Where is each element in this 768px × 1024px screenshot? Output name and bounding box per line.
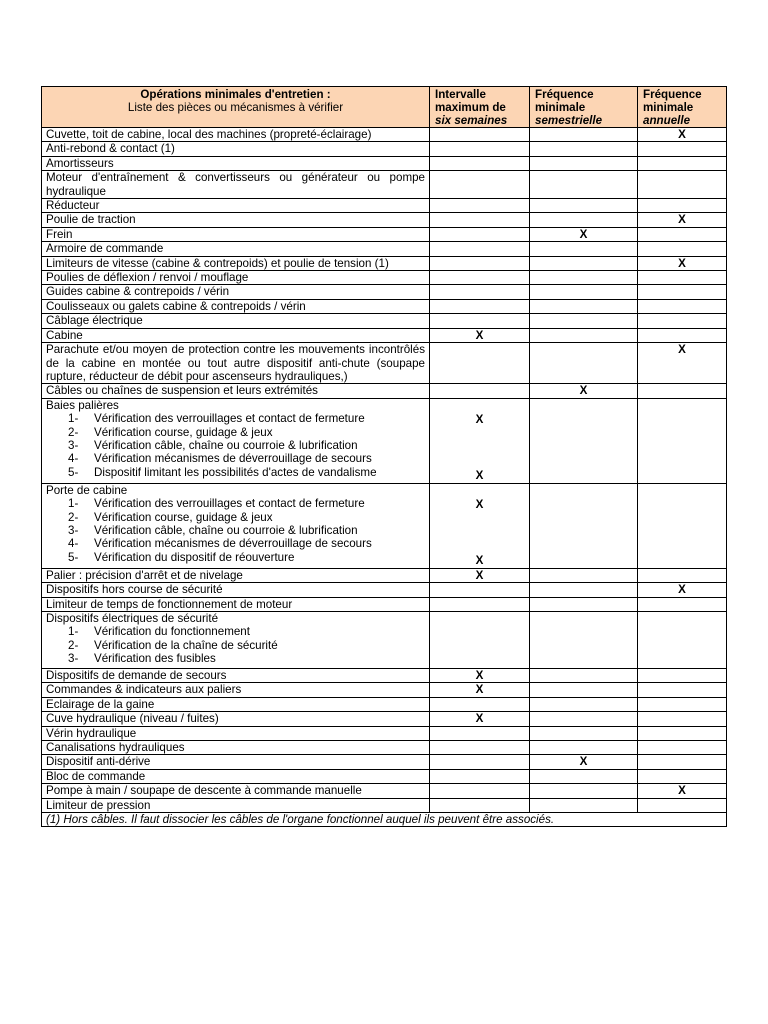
mark-semiannual bbox=[530, 597, 638, 611]
mark-six-weeks bbox=[430, 314, 530, 328]
mark-semiannual bbox=[530, 242, 638, 256]
mark-annual bbox=[638, 271, 727, 285]
group-item-mark bbox=[430, 455, 529, 469]
item-text: Vérification des verrouillages et contact de fermeture bbox=[94, 412, 365, 426]
mark-semiannual bbox=[530, 683, 638, 697]
mark-semiannual bbox=[530, 483, 638, 568]
group-item bbox=[46, 537, 425, 550]
mark-six-weeks bbox=[430, 271, 530, 285]
group-label bbox=[42, 483, 430, 568]
mark-six-weeks: X bbox=[430, 328, 530, 342]
group-item-mark bbox=[430, 640, 529, 654]
group-item bbox=[46, 511, 425, 524]
mark-six-weeks bbox=[430, 343, 530, 384]
item-text: Vérification des verrouillages et contact de fermeture bbox=[94, 497, 365, 511]
item-number: 5- bbox=[68, 465, 79, 479]
table-row bbox=[42, 597, 727, 611]
row-label: Câblage électrique bbox=[42, 314, 430, 328]
table-row bbox=[42, 328, 727, 342]
mark-semiannual bbox=[530, 784, 638, 798]
group-item bbox=[46, 639, 425, 652]
group-title: Dispositifs électriques de sécurité bbox=[46, 611, 219, 625]
item-text: Vérification du dispositif de réouverture bbox=[94, 550, 295, 564]
mark-annual bbox=[638, 740, 727, 754]
mark-six-weeks bbox=[430, 285, 530, 299]
item-number: 3- bbox=[68, 438, 79, 452]
row-label: Cabine bbox=[42, 328, 430, 342]
table-row bbox=[42, 726, 727, 740]
group-item bbox=[46, 426, 425, 439]
mark-six-weeks bbox=[430, 156, 530, 170]
mark-semiannual bbox=[530, 213, 638, 227]
mark-annual bbox=[638, 712, 727, 726]
group-label bbox=[42, 611, 430, 668]
group-item-mark: X bbox=[475, 468, 484, 482]
row-label: Moteur d'entraînement & convertisseurs ou générateur ou pompe hydraulique bbox=[42, 171, 430, 199]
row-label: Dispositif anti-dérive bbox=[42, 755, 430, 769]
mark-annual: X bbox=[638, 128, 727, 142]
item-number: 2- bbox=[68, 638, 79, 652]
group-item bbox=[46, 412, 425, 425]
group-item bbox=[46, 466, 425, 479]
mark-six-weeks bbox=[430, 583, 530, 597]
mark-semiannual bbox=[530, 611, 638, 668]
item-text: Vérification mécanismes de déverrouillage de secours bbox=[94, 537, 372, 551]
mark-annual: X bbox=[638, 256, 727, 270]
row-label: Poulies de déflexion / renvoi / mouflage bbox=[42, 271, 430, 285]
mark-six-weeks bbox=[430, 398, 530, 483]
mark-annual bbox=[638, 199, 727, 213]
header-operations-subtitle: Liste des pièces ou mécanismes à vérifier bbox=[127, 101, 344, 114]
mark-semiannual bbox=[530, 769, 638, 783]
table-row bbox=[42, 384, 727, 398]
mark-six-weeks bbox=[430, 784, 530, 798]
mark-annual bbox=[638, 755, 727, 769]
mark-annual: X bbox=[638, 213, 727, 227]
group-title: Baies palières bbox=[46, 398, 119, 412]
table-row bbox=[42, 242, 727, 256]
table-row bbox=[42, 683, 727, 697]
mark-semiannual bbox=[530, 285, 638, 299]
table-row bbox=[42, 213, 727, 227]
row-label: Cuvette, toit de cabine, local des machines (propreté-éclairage) bbox=[42, 128, 430, 142]
group-item-mark bbox=[430, 654, 529, 668]
mark-semiannual bbox=[530, 740, 638, 754]
mark-semiannual bbox=[530, 697, 638, 711]
table-row bbox=[42, 227, 727, 241]
row-label: Amortisseurs bbox=[42, 156, 430, 170]
row-label: Câbles ou chaînes de suspension et leurs extrémités bbox=[42, 384, 430, 398]
row-label: Frein bbox=[42, 227, 430, 241]
row-label: Poulie de traction bbox=[42, 213, 430, 227]
mark-semiannual bbox=[530, 171, 638, 199]
mark-six-weeks: X bbox=[430, 712, 530, 726]
mark-semiannual bbox=[530, 256, 638, 270]
row-label: Palier : précision d'arrêt et de nivelage bbox=[42, 568, 430, 582]
row-label: Cuve hydraulique (niveau / fuites) bbox=[42, 712, 430, 726]
mark-annual bbox=[638, 769, 727, 783]
mark-semiannual bbox=[530, 798, 638, 812]
group-item-mark: X bbox=[475, 412, 484, 426]
table-row bbox=[42, 199, 727, 213]
table-row bbox=[42, 798, 727, 812]
mark-semiannual bbox=[530, 328, 638, 342]
group-item-mark bbox=[430, 427, 529, 441]
mark-annual bbox=[638, 156, 727, 170]
item-number: 1- bbox=[68, 625, 79, 639]
mark-six-weeks bbox=[430, 611, 530, 668]
mark-six-weeks bbox=[430, 755, 530, 769]
mark-six-weeks bbox=[430, 128, 530, 142]
item-number: 4- bbox=[68, 452, 79, 466]
table-row bbox=[42, 568, 727, 582]
group-label bbox=[42, 398, 430, 483]
row-label: Limiteur de pression bbox=[42, 798, 430, 812]
item-number: 2- bbox=[68, 425, 79, 439]
mark-semiannual bbox=[530, 128, 638, 142]
item-number: 2- bbox=[68, 510, 79, 524]
mark-semiannual bbox=[530, 271, 638, 285]
group-item bbox=[46, 497, 425, 510]
mark-semiannual bbox=[530, 712, 638, 726]
row-label: Armoire de commande bbox=[42, 242, 430, 256]
mark-six-weeks bbox=[430, 171, 530, 199]
table-row-group bbox=[42, 483, 727, 568]
mark-annual: X bbox=[638, 343, 727, 384]
item-text: Vérification course, guidage & jeux bbox=[94, 510, 273, 524]
item-number: 1- bbox=[68, 412, 79, 426]
mark-six-weeks bbox=[430, 384, 530, 398]
footnote: (1) Hors câbles. Il faut dissocier les câbles de l'organe fonctionnel auquel ils peuvent être associés. bbox=[42, 813, 727, 827]
row-label: Anti-rebond & contact (1) bbox=[42, 142, 430, 156]
row-label: Vérin hydraulique bbox=[42, 726, 430, 740]
row-label: Guides cabine & contrepoids / vérin bbox=[42, 285, 430, 299]
mark-annual: X bbox=[638, 784, 727, 798]
group-item-mark bbox=[430, 540, 529, 554]
footnote-row bbox=[42, 813, 727, 827]
item-number: 5- bbox=[68, 550, 79, 564]
header-six-weeks: Intervalle maximum de six semaines bbox=[430, 87, 530, 128]
mark-semiannual bbox=[530, 314, 638, 328]
item-text: Vérification câble, chaîne ou courroie & lubrification bbox=[94, 523, 358, 537]
row-label: Commandes & indicateurs aux paliers bbox=[42, 683, 430, 697]
group-item bbox=[46, 625, 425, 638]
group-item bbox=[46, 524, 425, 537]
item-text: Vérification mécanismes de déverrouillage de secours bbox=[94, 452, 372, 466]
mark-six-weeks bbox=[430, 213, 530, 227]
mark-six-weeks: X bbox=[430, 568, 530, 582]
mark-annual bbox=[638, 398, 727, 483]
mark-annual bbox=[638, 299, 727, 313]
mark-six-weeks bbox=[430, 227, 530, 241]
mark-annual bbox=[638, 314, 727, 328]
mark-semiannual bbox=[530, 398, 638, 483]
group-item-mark: X bbox=[475, 553, 484, 567]
table-row bbox=[42, 142, 727, 156]
item-text: Vérification de la chaîne de sécurité bbox=[94, 638, 278, 652]
item-text: Vérification course, guidage & jeux bbox=[94, 425, 273, 439]
item-text: Vérification câble, chaîne ou courroie & lubrification bbox=[94, 438, 358, 452]
group-item-mark bbox=[430, 512, 529, 526]
row-label: Bloc de commande bbox=[42, 769, 430, 783]
mark-semiannual bbox=[530, 568, 638, 582]
group-item-mark bbox=[430, 626, 529, 640]
item-text: Dispositif limitant les possibilités d'actes de vandalisme bbox=[94, 465, 377, 479]
table-row bbox=[42, 755, 727, 769]
mark-annual bbox=[638, 171, 727, 199]
table-row bbox=[42, 299, 727, 313]
mark-semiannual bbox=[530, 299, 638, 313]
mark-annual bbox=[638, 328, 727, 342]
table-row bbox=[42, 583, 727, 597]
group-item-mark bbox=[430, 526, 529, 540]
maintenance-table bbox=[41, 86, 727, 827]
table-row bbox=[42, 256, 727, 270]
row-label: Pompe à main / soupape de descente à commande manuelle bbox=[42, 784, 430, 798]
row-label: Limiteur de temps de fonctionnement de moteur bbox=[42, 597, 430, 611]
item-text: Vérification des fusibles bbox=[94, 652, 216, 666]
mark-semiannual bbox=[530, 668, 638, 682]
mark-annual bbox=[638, 285, 727, 299]
group-item bbox=[46, 439, 425, 452]
mark-semiannual bbox=[530, 726, 638, 740]
table-row bbox=[42, 740, 727, 754]
mark-six-weeks bbox=[430, 142, 530, 156]
table-row bbox=[42, 343, 727, 384]
row-label: Limiteurs de vitesse (cabine & contrepoids) et poulie de tension (1) bbox=[42, 256, 430, 270]
mark-semiannual bbox=[530, 583, 638, 597]
table-row bbox=[42, 784, 727, 798]
mark-annual bbox=[638, 227, 727, 241]
mark-six-weeks bbox=[430, 769, 530, 783]
mark-annual bbox=[638, 142, 727, 156]
item-number: 1- bbox=[68, 497, 79, 511]
header-annual: Fréquence minimale annuelle bbox=[638, 87, 727, 128]
mark-six-weeks bbox=[430, 597, 530, 611]
mark-annual bbox=[638, 798, 727, 812]
group-title: Porte de cabine bbox=[46, 483, 128, 497]
item-number: 3- bbox=[68, 652, 79, 666]
mark-annual bbox=[638, 726, 727, 740]
group-item-mark: X bbox=[475, 497, 484, 511]
mark-semiannual: X bbox=[530, 227, 638, 241]
table-row bbox=[42, 171, 727, 199]
mark-six-weeks bbox=[430, 299, 530, 313]
table-row bbox=[42, 271, 727, 285]
mark-six-weeks bbox=[430, 798, 530, 812]
group-item bbox=[46, 652, 425, 665]
mark-annual: X bbox=[638, 583, 727, 597]
table-header bbox=[42, 87, 727, 128]
row-label: Dispositifs hors course de sécurité bbox=[42, 583, 430, 597]
mark-annual bbox=[638, 483, 727, 568]
mark-annual bbox=[638, 683, 727, 697]
item-number: 4- bbox=[68, 537, 79, 551]
header-semiannual: Fréquence minimale semestrielle bbox=[530, 87, 638, 128]
mark-six-weeks bbox=[430, 726, 530, 740]
mark-six-weeks bbox=[430, 242, 530, 256]
mark-semiannual bbox=[530, 199, 638, 213]
table-row-group bbox=[42, 398, 727, 483]
table-row bbox=[42, 128, 727, 142]
table-row bbox=[42, 314, 727, 328]
row-label: Canalisations hydrauliques bbox=[42, 740, 430, 754]
mark-six-weeks bbox=[430, 483, 530, 568]
table-row bbox=[42, 769, 727, 783]
mark-annual bbox=[638, 668, 727, 682]
mark-annual bbox=[638, 568, 727, 582]
table-row bbox=[42, 285, 727, 299]
mark-annual bbox=[638, 384, 727, 398]
group-item bbox=[46, 551, 425, 564]
item-text: Vérification du fonctionnement bbox=[94, 625, 250, 639]
table-row bbox=[42, 712, 727, 726]
mark-six-weeks bbox=[430, 740, 530, 754]
table-row bbox=[42, 156, 727, 170]
mark-semiannual bbox=[530, 156, 638, 170]
mark-six-weeks: X bbox=[430, 683, 530, 697]
header-operations bbox=[42, 87, 430, 128]
row-label: Coulisseaux ou galets cabine & contrepoids / vérin bbox=[42, 299, 430, 313]
row-label: Réducteur bbox=[42, 199, 430, 213]
mark-semiannual: X bbox=[530, 755, 638, 769]
mark-six-weeks bbox=[430, 256, 530, 270]
mark-annual bbox=[638, 242, 727, 256]
row-label: Eclairage de la gaine bbox=[42, 697, 430, 711]
group-item-mark bbox=[430, 441, 529, 455]
mark-annual bbox=[638, 597, 727, 611]
row-label: Dispositifs de demande de secours bbox=[42, 668, 430, 682]
mark-annual bbox=[638, 697, 727, 711]
mark-annual bbox=[638, 611, 727, 668]
mark-six-weeks bbox=[430, 697, 530, 711]
mark-six-weeks bbox=[430, 199, 530, 213]
item-number: 3- bbox=[68, 523, 79, 537]
mark-semiannual: X bbox=[530, 384, 638, 398]
table-row bbox=[42, 697, 727, 711]
row-label: Parachute et/ou moyen de protection contre les mouvements incontrôlés de la cabine en montée ou tout autre dispositif anti-chute (soupape rupture, réducteur de débit pour ascenseurs hydrauliques,) bbox=[42, 343, 430, 384]
mark-six-weeks: X bbox=[430, 668, 530, 682]
mark-semiannual bbox=[530, 142, 638, 156]
table-row-group bbox=[42, 611, 727, 668]
table-row bbox=[42, 668, 727, 682]
header-operations-title: Opérations minimales d'entretien : bbox=[140, 88, 331, 101]
group-item bbox=[46, 452, 425, 465]
mark-semiannual bbox=[530, 343, 638, 384]
